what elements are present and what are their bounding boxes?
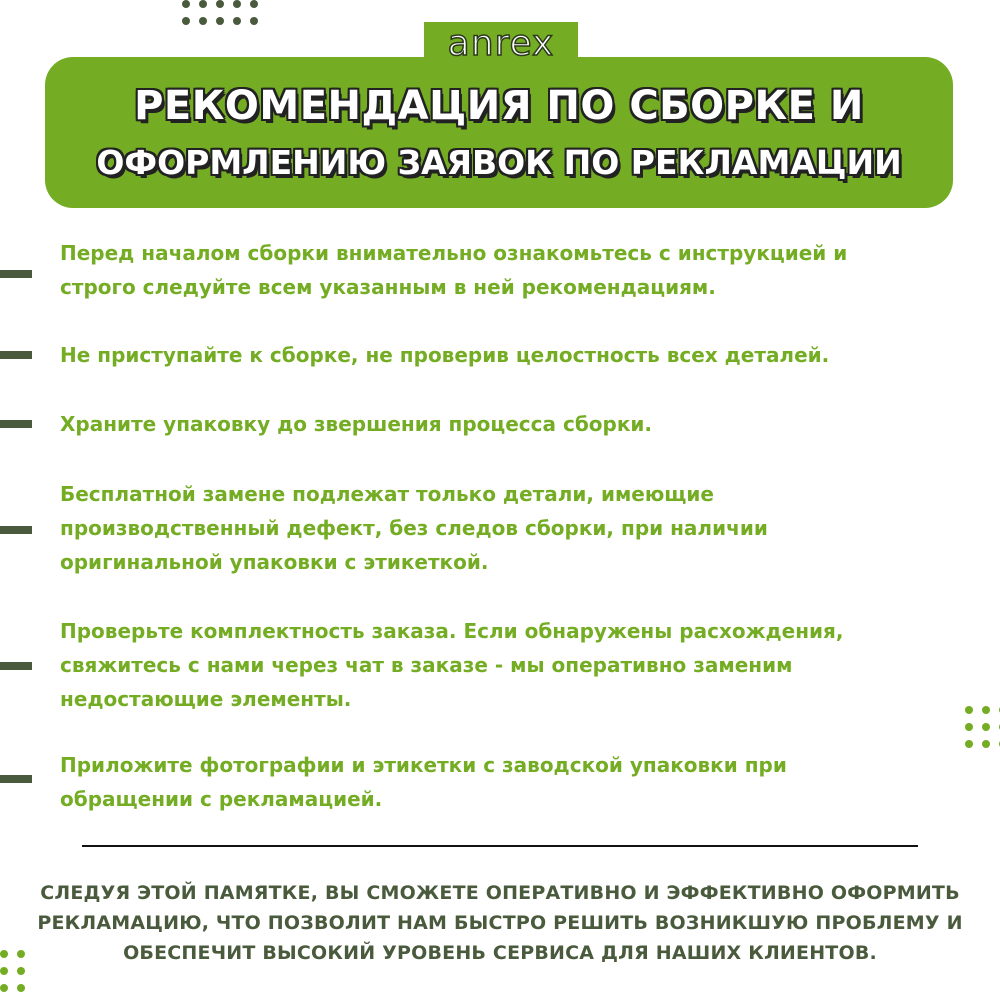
title-line-1: РЕКОМЕНДАЦИЯ ПО СБОРКЕ И <box>134 83 864 129</box>
recommendation-line: строго следуйте всем указанным в ней рекомендациям. <box>60 275 716 299</box>
recommendation-item <box>60 748 960 816</box>
bullet-marker <box>0 662 32 670</box>
decorative-dots-right <box>965 706 1000 748</box>
recommendation-line: свяжитесь с нами через чат в заказе - мы оперативно заменим <box>60 653 793 677</box>
recommendation-line: Храните упаковку до звершения процесса сборки. <box>60 412 653 436</box>
title-line-2: ОФОРМЛЕНИЮ ЗАЯВОК ПО РЕКЛАМАЦИИ <box>96 143 902 182</box>
recommendation-line: Приложите фотографии и этикетки с заводской упаковки при <box>60 753 787 777</box>
recommendation-item <box>60 614 960 716</box>
recommendation-line: Проверьте комплектность заказа. Если обнаружены расхождения, <box>60 619 844 643</box>
recommendation-item <box>60 477 960 579</box>
recommendation-line: Бесплатной замене подлежат только детали, имеющие <box>60 482 714 506</box>
recommendation-line: оригинальной упаковки с этикеткой. <box>60 550 489 574</box>
footer-line: СЛЕДУЯ ЭТОЙ ПАМЯТКЕ, ВЫ СМОЖЕТЕ ОПЕРАТИВНО И ЭФФЕКТИВНО ОФОРМИТЬ <box>40 882 960 904</box>
bullet-marker <box>0 775 32 783</box>
divider-line <box>82 845 918 847</box>
brand-logo: anrex <box>424 22 578 66</box>
title-banner <box>45 57 953 208</box>
recommendation-item <box>60 338 960 372</box>
recommendation-line: Не приступайте к сборке, не проверив целостность всех деталей. <box>60 343 830 367</box>
recommendation-item <box>60 236 960 304</box>
decorative-dots-top <box>182 0 258 25</box>
recommendation-item <box>60 407 960 441</box>
bullet-marker <box>0 270 32 278</box>
footer-note <box>20 878 980 968</box>
bullet-marker <box>0 526 32 534</box>
recommendation-line: обращении с рекламацией. <box>60 787 383 811</box>
recommendation-line: недостающие элементы. <box>60 687 352 711</box>
bullet-marker <box>0 420 32 428</box>
recommendation-line: производственный дефект, без следов сборки, при наличии <box>60 516 768 540</box>
recommendation-line: Перед началом сборки внимательно ознакомьтесь с инструкцией и <box>60 241 848 265</box>
bullet-marker <box>0 351 32 359</box>
footer-line: РЕКЛАМАЦИЮ, ЧТО ПОЗВОЛИТ НАМ БЫСТРО РЕШИТЬ ВОЗНИКШУЮ ПРОБЛЕМУ И <box>37 912 963 934</box>
footer-line: ОБЕСПЕЧИТ ВЫСОКИЙ УРОВЕНЬ СЕРВИСА ДЛЯ НАШИХ КЛИЕНТОВ. <box>123 942 877 964</box>
